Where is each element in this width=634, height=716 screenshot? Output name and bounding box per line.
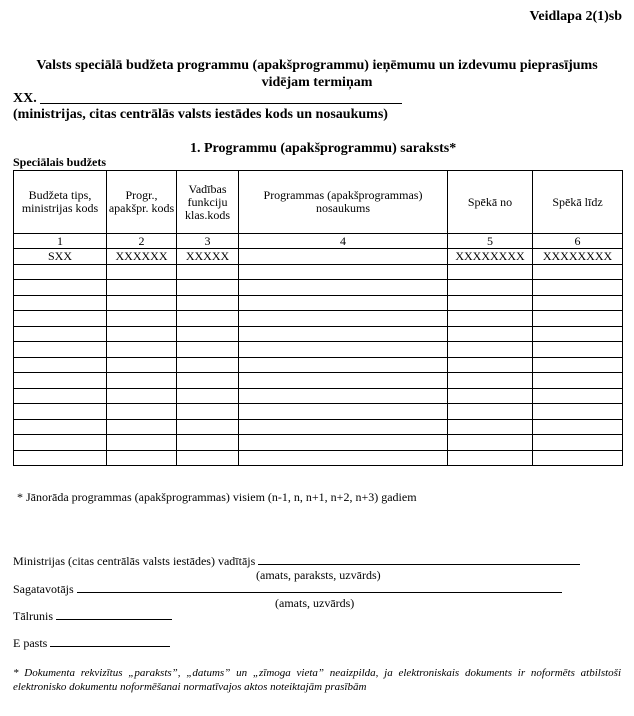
table-cell[interactable] <box>533 435 623 451</box>
table-cell[interactable] <box>107 419 177 435</box>
column-header: Budžeta tips, ministrijas kods <box>14 171 107 234</box>
table-cell[interactable] <box>14 435 107 451</box>
email-label: E pasts <box>13 636 48 650</box>
table-cell[interactable] <box>14 450 107 466</box>
preparer-line[interactable] <box>77 582 562 593</box>
table-cell[interactable] <box>239 249 448 265</box>
program-table <box>13 170 623 466</box>
table-row <box>14 295 623 311</box>
table-cell[interactable] <box>239 357 448 373</box>
table-row <box>14 311 623 327</box>
table-row <box>14 342 623 358</box>
table-cell[interactable] <box>448 280 533 296</box>
column-number: 5 <box>448 234 533 249</box>
table-cell[interactable]: XXXXX <box>177 249 239 265</box>
table-cell[interactable] <box>448 404 533 420</box>
table-cell[interactable] <box>533 342 623 358</box>
table-cell[interactable] <box>107 373 177 389</box>
table-cell[interactable] <box>107 311 177 327</box>
table-cell[interactable] <box>239 326 448 342</box>
column-header: Progr., apakšpr. kods <box>107 171 177 234</box>
table-cell[interactable] <box>533 373 623 389</box>
column-number: 1 <box>14 234 107 249</box>
table-row <box>14 450 623 466</box>
budget-label: Speciālais budžets <box>13 155 107 169</box>
phone-field <box>13 609 172 624</box>
table-cell[interactable] <box>533 419 623 435</box>
table-cell[interactable] <box>14 373 107 389</box>
bottom-note: * Dokumenta rekvizītus „paraksts”, „datums” un „zīmoga vieta” neaizpilda, ja elektroniskais dokuments ir noformēts atbilstoši elektronisko dokumentu noformēšanai normatīvajos aktos noteiktajām prasībām <box>13 667 621 693</box>
table-cell[interactable] <box>14 388 107 404</box>
table-row <box>14 357 623 373</box>
table-cell[interactable]: XXXXXXXX <box>533 249 623 265</box>
table-cell[interactable] <box>239 404 448 420</box>
preparer-caption: (amats, uzvārds) <box>275 596 355 610</box>
table-cell[interactable] <box>448 419 533 435</box>
table-row <box>14 404 623 420</box>
table-cell[interactable] <box>177 419 239 435</box>
section-title: 1. Programmu (apakšprogrammu) saraksts* <box>190 141 457 156</box>
table-cell[interactable] <box>177 295 239 311</box>
ministry-code: XX. <box>13 91 37 106</box>
table-row <box>14 373 623 389</box>
table-cell[interactable] <box>239 419 448 435</box>
table-footnote: * Jānorāda programmas (apakšprogrammas) visiem (n-1, n, n+1, n+2, n+3) gadiem <box>17 490 417 504</box>
email-line[interactable] <box>50 636 170 647</box>
document-title <box>0 57 634 91</box>
table-cell[interactable] <box>107 435 177 451</box>
table-row <box>14 435 623 451</box>
table-cell[interactable] <box>239 450 448 466</box>
table-cell[interactable] <box>448 373 533 389</box>
head-label: Ministrijas (citas centrālās valsts iestādes) vadītājs <box>13 554 256 568</box>
table-row <box>14 326 623 342</box>
head-signature-line[interactable] <box>258 554 580 565</box>
table-cell[interactable] <box>533 311 623 327</box>
table-cell[interactable] <box>14 295 107 311</box>
table-cell[interactable] <box>533 280 623 296</box>
table-cell[interactable] <box>177 357 239 373</box>
table-cell[interactable] <box>14 357 107 373</box>
form-code: Veidlapa 2(1)sb <box>529 9 622 24</box>
table-cell[interactable] <box>448 435 533 451</box>
table-row <box>14 280 623 296</box>
head-signature-field <box>13 554 580 569</box>
table-cell[interactable] <box>107 357 177 373</box>
table-cell[interactable]: XXXXXXXX <box>448 249 533 265</box>
table-header-row <box>14 171 623 234</box>
ministry-input-line[interactable] <box>40 103 402 104</box>
table-cell[interactable] <box>448 342 533 358</box>
table-cell[interactable] <box>533 404 623 420</box>
head-caption: (amats, paraksts, uzvārds) <box>256 568 381 582</box>
phone-line[interactable] <box>56 609 172 620</box>
title-line-1: Valsts speciālā budžeta programmu (apakšprogrammu) ieņēmumu un izdevumu pieprasījums <box>36 58 598 73</box>
table-row <box>14 249 623 265</box>
table-cell[interactable] <box>533 357 623 373</box>
table-cell[interactable] <box>448 295 533 311</box>
table-cell[interactable] <box>239 311 448 327</box>
table-cell[interactable] <box>239 373 448 389</box>
table-cell[interactable] <box>177 264 239 280</box>
table-cell[interactable] <box>177 404 239 420</box>
table-cell[interactable] <box>239 388 448 404</box>
column-header: Spēkā no <box>448 171 533 234</box>
table-cell[interactable] <box>533 388 623 404</box>
column-header: Programmas (apakšprogrammas) nosaukums <box>239 171 448 234</box>
table-cell[interactable] <box>107 342 177 358</box>
table-row <box>14 264 623 280</box>
column-number-row <box>14 234 623 249</box>
table-cell[interactable] <box>107 404 177 420</box>
column-header: Spēkā līdz <box>533 171 623 234</box>
table-row <box>14 419 623 435</box>
table-cell[interactable] <box>448 264 533 280</box>
ministry-label: (ministrijas, citas centrālās valsts iestādes kods un nosaukums) <box>13 107 388 122</box>
table-cell[interactable] <box>239 295 448 311</box>
table-cell[interactable] <box>14 280 107 296</box>
table-cell[interactable] <box>14 342 107 358</box>
table-cell[interactable] <box>448 450 533 466</box>
table-cell[interactable] <box>107 295 177 311</box>
column-number: 6 <box>533 234 623 249</box>
table-cell[interactable] <box>533 264 623 280</box>
table-cell[interactable] <box>177 326 239 342</box>
table-cell[interactable] <box>239 280 448 296</box>
table-cell[interactable] <box>177 388 239 404</box>
table-cell[interactable] <box>239 342 448 358</box>
table-cell[interactable] <box>177 450 239 466</box>
column-header: Vadības funkciju klas.kods <box>177 171 239 234</box>
table-cell[interactable] <box>107 388 177 404</box>
column-number: 4 <box>239 234 448 249</box>
table-cell[interactable] <box>448 326 533 342</box>
preparer-label: Sagatavotājs <box>13 582 74 596</box>
table-cell[interactable] <box>14 419 107 435</box>
table-cell[interactable] <box>533 326 623 342</box>
column-number: 2 <box>107 234 177 249</box>
table-cell[interactable] <box>177 280 239 296</box>
table-cell[interactable] <box>177 342 239 358</box>
table-cell[interactable] <box>239 435 448 451</box>
table-cell[interactable] <box>107 280 177 296</box>
table-cell[interactable] <box>14 404 107 420</box>
table-cell[interactable]: SXX <box>14 249 107 265</box>
table-cell[interactable] <box>448 388 533 404</box>
table-row <box>14 388 623 404</box>
table-cell[interactable] <box>177 435 239 451</box>
title-line-2: vidējam termiņam <box>261 75 373 90</box>
table-cell[interactable] <box>448 311 533 327</box>
table-cell[interactable] <box>448 357 533 373</box>
column-number: 3 <box>177 234 239 249</box>
table-cell[interactable] <box>14 311 107 327</box>
preparer-field <box>13 582 562 597</box>
table-cell[interactable] <box>239 264 448 280</box>
table-cell[interactable]: XXXXXX <box>107 249 177 265</box>
table-cell[interactable] <box>533 295 623 311</box>
table-cell[interactable] <box>14 264 107 280</box>
phone-label: Tālrunis <box>13 609 53 623</box>
email-field <box>13 636 170 651</box>
table-cell[interactable] <box>177 311 239 327</box>
table-cell[interactable] <box>177 373 239 389</box>
table-cell[interactable] <box>533 450 623 466</box>
table-cell[interactable] <box>107 326 177 342</box>
table-cell[interactable] <box>107 450 177 466</box>
table-cell[interactable] <box>107 264 177 280</box>
table-cell[interactable] <box>14 326 107 342</box>
